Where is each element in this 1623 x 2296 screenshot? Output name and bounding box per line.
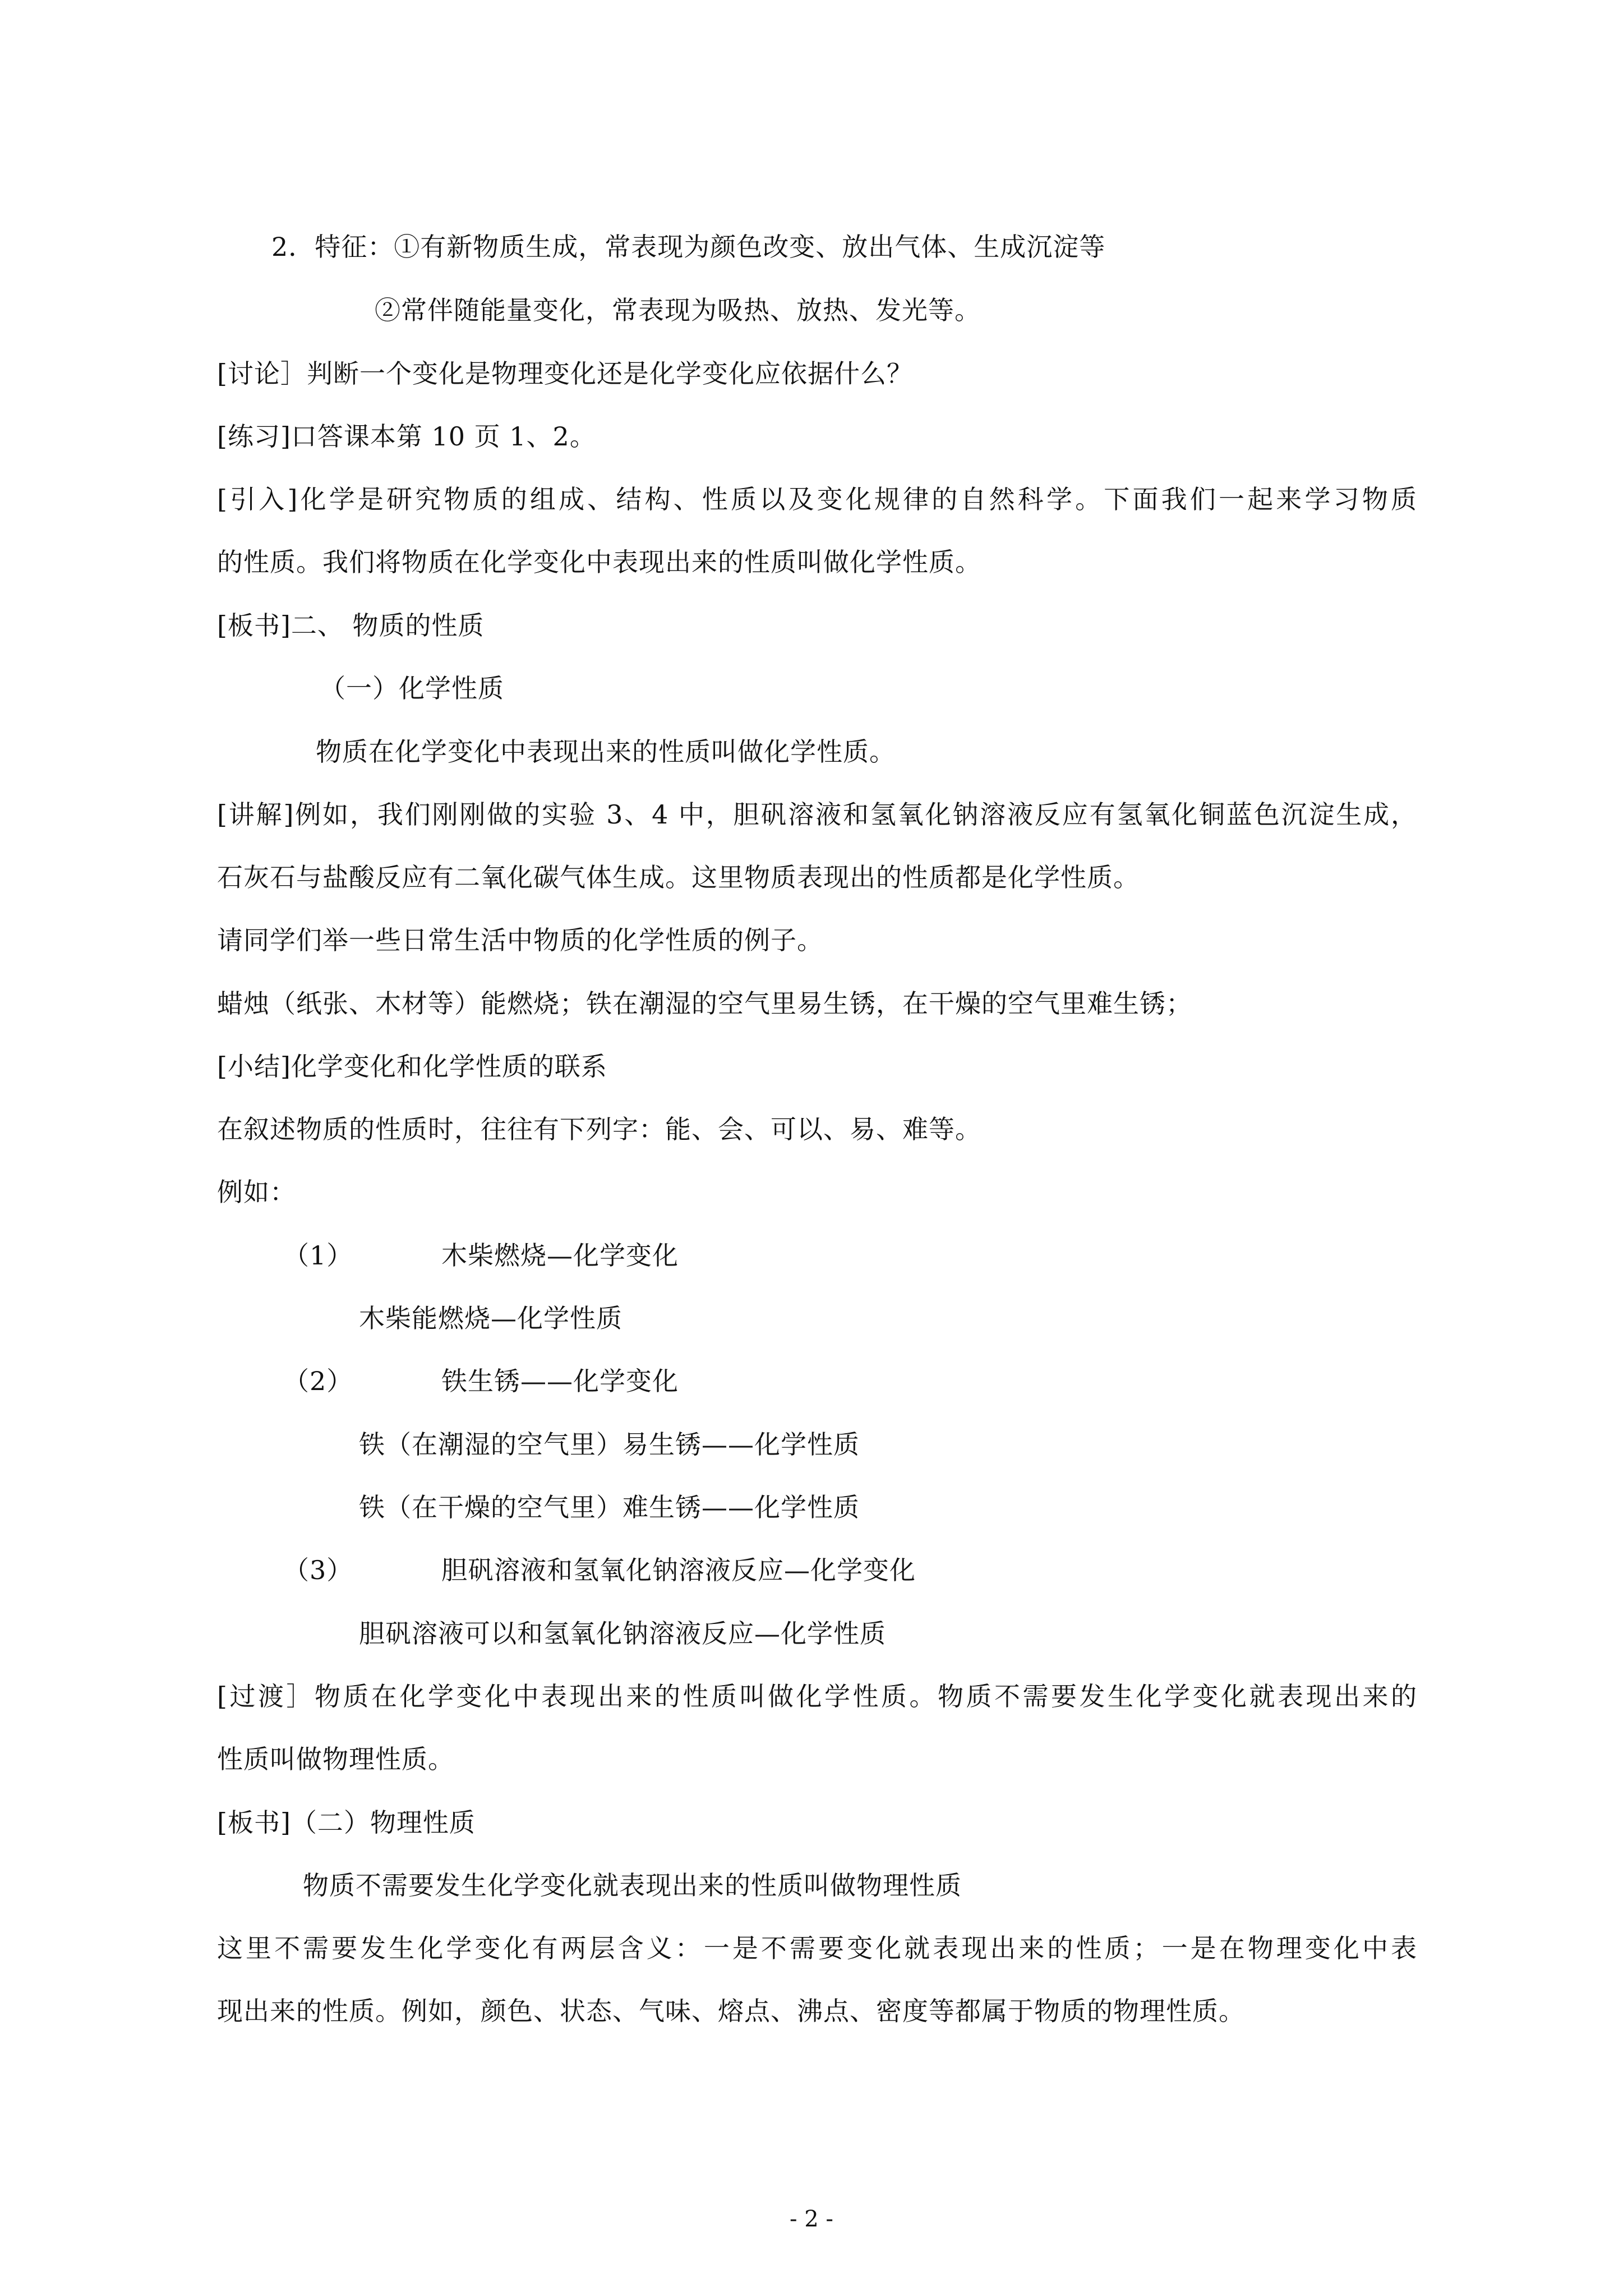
board-heading-physical: [板书]（二）物理性质 — [217, 1807, 476, 1838]
examples-answer: 蜡烛（纸张、木材等）能燃烧；铁在潮湿的空气里易生锈，在干燥的空气里难生锈； — [217, 988, 1192, 1019]
example-intro: 例如： — [217, 1177, 296, 1207]
intro-line-2: 的性质。我们将物质在化学变化中表现出来的性质叫做化学性质。 — [217, 547, 981, 577]
feature-line-1: 2．特征：①有新物质生成，常表现为颜色改变、放出气体、生成沉淀等 — [271, 232, 1106, 262]
meaning-line-1: 这里不需要发生化学变化有两层含义：一是不需要变化就表现出来的性质；一是在物理变化中表 — [217, 1933, 1417, 1963]
summary-line: [小结]化学变化和化学性质的联系 — [217, 1051, 607, 1082]
transition-line-1: [过渡］物质在化学变化中表现出来的性质叫做化学性质。物质不需要发生化学变化就表现出来的 — [217, 1681, 1417, 1711]
keywords-line: 在叙述物质的性质时，往往有下列字：能、会、可以、易、难等。 — [217, 1114, 981, 1144]
explanation-line-1: [讲解]例如，我们刚刚做的实验 3、4 中，胆矾溶液和氢氧化钠溶液反应有氢氧化铜蓝色沉淀生成， — [217, 799, 1417, 830]
intro-line-1: [引入]化学是研究物质的组成、结构、性质以及变化规律的自然科学。下面我们一起来学习物质 — [217, 484, 1417, 514]
example-1-change: 木柴燃烧—化学变化 — [441, 1240, 679, 1271]
example-2-property-a: 铁（在潮湿的空气里）易生锈——化学性质 — [359, 1429, 860, 1460]
board-heading-properties: [板书]二、 物质的性质 — [217, 610, 485, 641]
example-1-property: 木柴能燃烧—化学性质 — [359, 1303, 623, 1333]
example-3-property: 胆矾溶液可以和氢氧化钠溶液反应—化学性质 — [359, 1618, 886, 1649]
meaning-line-2: 现出来的性质。例如，颜色、状态、气味、熔点、沸点、密度等都属于物质的物理性质。 — [217, 1996, 1245, 2026]
physical-property-definition: 物质不需要发生化学变化就表现出来的性质叫做物理性质 — [303, 1870, 962, 1901]
transition-line-2: 性质叫做物理性质。 — [217, 1744, 454, 1774]
explanation-line-2: 石灰石与盐酸反应有二氧化碳气体生成。这里物质表现出的性质都是化学性质。 — [217, 862, 1140, 892]
example-2-change: 铁生锈——化学变化 — [441, 1366, 679, 1396]
practice-line: [练习]口答课本第 10 页 1、2。 — [217, 421, 596, 452]
example-3-change: 胆矾溶液和氢氧化钠溶液反应—化学变化 — [441, 1555, 916, 1585]
chemical-property-definition: 物质在化学变化中表现出来的性质叫做化学性质。 — [316, 737, 896, 767]
subheading-chemical-properties: （一）化学性质 — [320, 673, 504, 703]
example-number-2: （2） — [283, 1366, 353, 1396]
example-2-property-b: 铁（在干燥的空气里）难生锈——化学性质 — [359, 1492, 860, 1522]
page-number: - 2 - — [790, 2206, 833, 2232]
feature-line-2: ②常伴随能量变化，常表现为吸热、放热、发光等。 — [375, 295, 981, 325]
example-number-1: （1） — [283, 1240, 353, 1271]
example-number-3: （3） — [283, 1555, 353, 1585]
examples-prompt: 请同学们举一些日常生活中物质的化学性质的例子。 — [217, 925, 823, 955]
discussion-line: [讨论］判断一个变化是物理变化还是化学变化应依据什么？ — [217, 358, 913, 389]
